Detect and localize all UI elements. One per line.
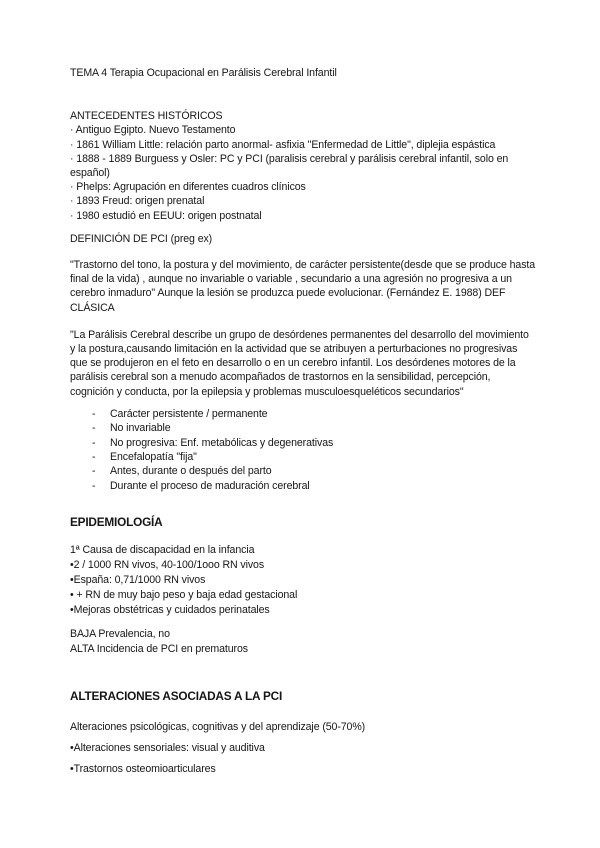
bullet-line: · Phelps: Agrupación en diferentes cuadros clínicos — [70, 181, 306, 194]
bullet-line: · 1980 estudió en EEUU: origen postnatal — [70, 209, 262, 222]
paragraph-definicion-actual: "La Parálisis Cerebral describe un grupo de desórdenes permanentes del desarrollo del movimiento y la postura,causando limitación en la actividad que se atribuyen a perturbaciones no progresivas que se produjeron en el feto en desarrollo o en un cerebro infantil. Los desórdenes motores de la parálisis cerebral son a menudo acompañados de trastornos en la sensibilidad, percepción, cognición y conducta, por la epilepsia y problemas musculoesqueléticos secundarios" — [70, 328, 529, 398]
section-heading-definicion: DEFINICIÓN DE PCI (preg ex) — [70, 232, 213, 245]
paragraph-definicion-clasica: "Trastorno del tono, la postura y del movimiento, de carácter persistente(desde que se produce hasta final de la vida) , aunque no invariable o variable , secundario a una agresión no progresiva a un cerebro inmaduro" Aunque la lesión se produzca puede evolucionar. (Fernández E. 1988) DEF CLÁSICA — [70, 259, 536, 314]
bullet-line: · 1888 - 1889 Burguess y Osler: PC y PCI (paralisis cerebral y parálisis cerebral infantil, solo en español) — [70, 152, 509, 180]
dash-marker: - — [92, 436, 96, 449]
bullet-line: •España: 0,71/1000 RN vivos — [70, 574, 206, 587]
dash-marker: - — [92, 465, 96, 478]
list-item — [92, 407, 536, 421]
text-line: Alteraciones psicológicas, cognitivas y del aprendizaje (50-70%) — [70, 721, 366, 734]
text-line: BAJA Prevalencia, no — [70, 628, 170, 641]
dash-marker: - — [92, 479, 96, 492]
bullet-line: · 1893 Freud: origen prenatal — [70, 195, 205, 208]
list-item — [92, 479, 536, 493]
text-line: ALTA Incidencia de PCI en prematuros — [70, 643, 248, 656]
list-item-text: Carácter persistente / permanente — [110, 407, 268, 420]
dash-marker: - — [92, 422, 96, 435]
list-item-text: No progresiva: Enf. metabólicas y degenerativas — [110, 436, 334, 449]
document-title: TEMA 4 Terapia Ocupacional en Parálisis Cerebral Infantil — [70, 67, 337, 79]
list-item-text: No invariable — [110, 422, 171, 435]
list-item-text: Encefalopatía "fija" — [110, 451, 197, 464]
list-item — [92, 421, 536, 435]
dash-marker: - — [92, 407, 96, 420]
prevalencia-lines — [70, 627, 536, 657]
bullet-line: •Alteraciones sensoriales: visual y auditiva — [70, 742, 265, 755]
list-item — [92, 450, 536, 464]
alteraciones-lines — [70, 717, 536, 780]
bullet-line: • + RN de muy bajo peso y baja edad gestacional — [70, 589, 298, 602]
section-heading-antecedentes: ANTECEDENTES HISTÓRICOS — [70, 110, 223, 123]
list-item — [92, 464, 536, 478]
bullet-line: •2 / 1000 RN vivos, 40-100/1ooo RN vivos — [70, 559, 265, 572]
dash-marker: - — [92, 451, 96, 464]
epidemiologia-lines — [70, 543, 536, 618]
bullet-line: · 1861 William Little: relación parto anormal- asfixia "Enfermedad de Little", diplejia espástica — [70, 138, 496, 151]
bullet-line: •Trastornos osteomioarticulares — [70, 763, 216, 776]
list-item-text: Antes, durante o después del parto — [110, 465, 272, 478]
bullet-line: · Antiguo Egipto. Nuevo Testamento — [70, 124, 236, 137]
list-item — [92, 436, 536, 450]
list-item-text: Durante el proceso de maduración cerebral — [110, 479, 310, 492]
text-line: 1ª Causa de discapacidad en la infancia — [70, 544, 255, 557]
dash-list — [70, 407, 536, 493]
section-heading-alteraciones: ALTERACIONES ASOCIADAS A LA PCI — [70, 689, 283, 704]
bullet-line: •Mejoras obstétricas y cuidados perinatales — [70, 604, 270, 617]
section-heading-epidemiologia: EPIDEMIOLOGÍA — [70, 515, 163, 530]
